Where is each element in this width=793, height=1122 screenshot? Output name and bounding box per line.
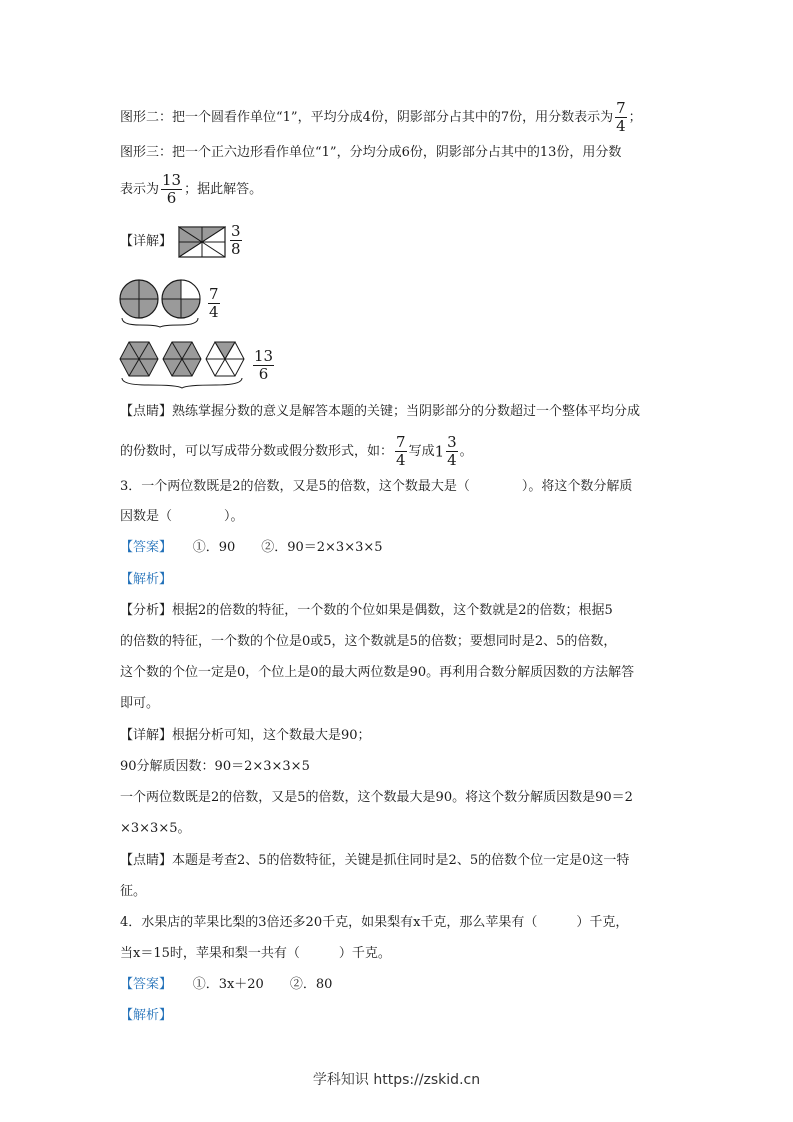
fraction-label: $\frac{3}{8}$ [231, 222, 241, 258]
text-line: ×3×3×5。 [120, 821, 191, 836]
text-line: 【分析】根据2的倍数的特征，一个数的个位如果是偶数，这个数就是2的倍数；根据5 [120, 603, 613, 618]
fraction: $\frac{13}{6}$ [162, 171, 182, 207]
footer-watermark: 学科知识 https://zskid.cn [312, 1072, 481, 1088]
text-line: 征。 [120, 884, 147, 899]
text-line: 的倍数的特征，一个数的个位是0或5，这个数就是5的倍数；要想同时是2、5的倍数， [120, 634, 617, 649]
question-3-line: 因数是（ ）。 [120, 509, 244, 524]
text-line: 一个两位数既是2的倍数，又是5的倍数，这个数最大是90。将这个数分解质因数是90＝2 [120, 790, 633, 805]
text-line: 【点睛】本题是考查2、5的倍数特征，关键是抓住同时是2、5的倍数个位一定是0这一特 [120, 853, 630, 868]
text-line: 即可。 [120, 696, 160, 711]
question-3-line: 3．一个两位数既是2的倍数，又是5的倍数，这个数最大是（ ）。将这个数分解质 [120, 479, 633, 494]
text-line: 【详解】根据分析可知，这个数最大是90； [120, 728, 371, 743]
fraction-label: $\frac{13}{6}$ [254, 347, 274, 383]
text-line: 90分解质因数：90＝2×3×3×5 [120, 759, 310, 774]
fraction: $\frac{3}{4}$ [447, 433, 457, 469]
answer-4: 【答案】 ①．3x＋20 ②．80 [120, 977, 333, 992]
answer-3: 【答案】 ①．90 ②．90＝2×3×3×5 [120, 540, 383, 555]
hexagons-figure [118, 340, 252, 390]
text-line: 的份数时，可以写成带分数或假分数形式，如： $\frac{7}{4}$ 写成1 $\frac{3}{4}$ 。 [120, 433, 473, 469]
detail-label: 【详解】 [120, 234, 173, 249]
text-line: 【点睛】熟练掌握分数的意义是解答本题的关键；当阴影部分的分数超过一个整体平均分成 [120, 404, 641, 419]
fraction: $\frac{7}{4}$ [616, 99, 626, 135]
rectangle-figure [178, 226, 226, 258]
question-4-line: 4．水果店的苹果比梨的3倍还多20千克，如果梨有x千克，那么苹果有（ ）千克， [120, 915, 629, 930]
circles-figure [118, 278, 204, 328]
text-line: 这个数的个位一定是0，个位上是0的最大两位数是90。再利用合数分解质因数的方法解答 [120, 665, 635, 680]
fraction-label: $\frac{7}{4}$ [209, 285, 219, 321]
text-line: 表示为 $\frac{13}{6}$ ；据此解答。 [120, 171, 263, 207]
text-line: 图形三：把一个正六边形看作单位“1”，分均分成6份，阴影部分占其中的13份，用分数 [120, 145, 622, 160]
text-line: 图形二：把一个圆看作单位“1”，平均分成4份，阴影部分占其中的7份，用分数表示为 $\frac{7}{4}$ ； [120, 99, 642, 135]
analysis-label: 【解析】 [120, 572, 173, 587]
fraction: $\frac{7}{4}$ [396, 433, 406, 469]
analysis-label: 【解析】 [120, 1008, 173, 1023]
question-4-line: 当x＝15时，苹果和梨一共有（ ）千克。 [120, 946, 391, 961]
